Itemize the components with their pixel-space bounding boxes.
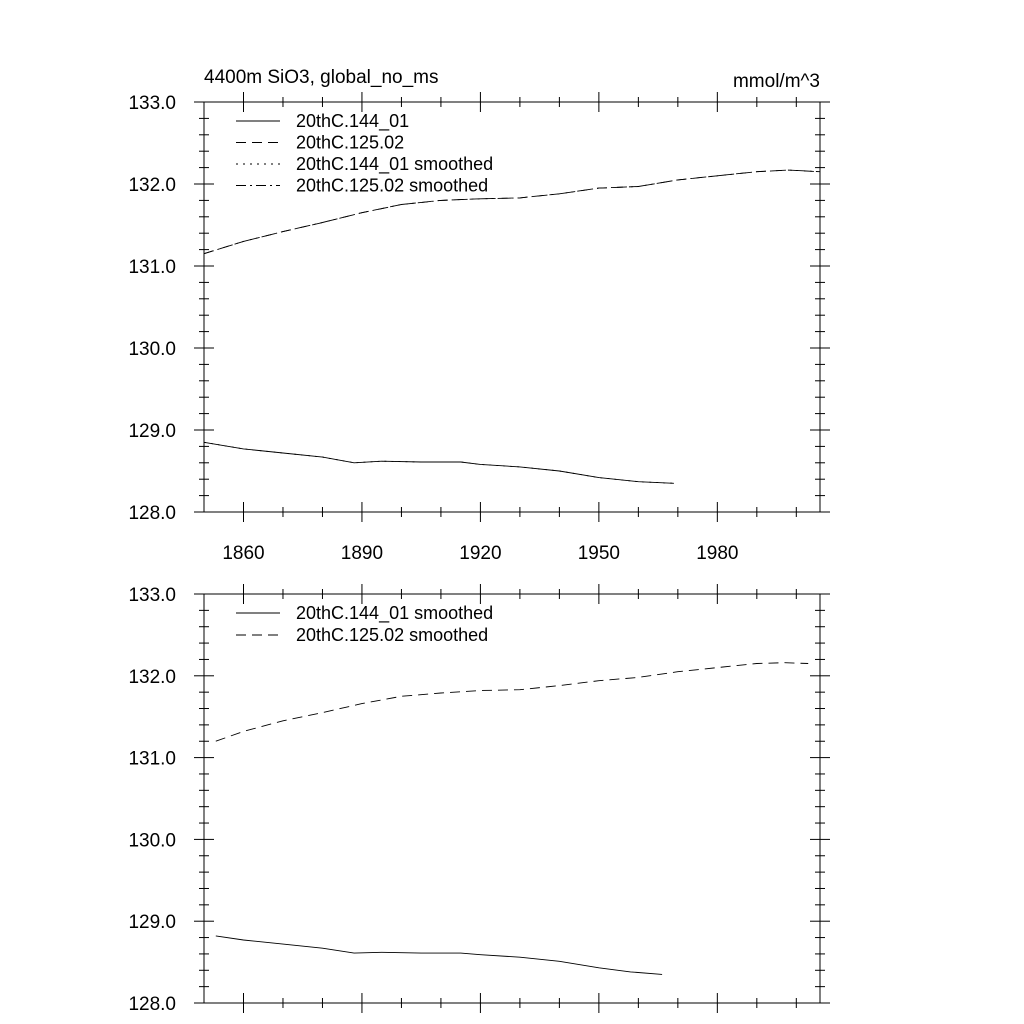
y-tick-label: 129.0 — [128, 421, 176, 442]
chart-title: 4400m SiO3, global_no_ms — [204, 67, 439, 88]
legend-label: 20thC.144_01 — [296, 111, 410, 131]
series-line-1 — [216, 936, 662, 975]
y-tick-label: 132.0 — [128, 175, 176, 196]
legend-label: 20thC.144_01 smoothed — [296, 154, 494, 174]
legend-label: 20thC.125.02 smoothed — [296, 175, 489, 196]
y-tick-label: 128.0 — [128, 994, 176, 1015]
x-tick-label: 1890 — [340, 543, 384, 564]
legend-label: 20thC.125.02 — [296, 132, 405, 153]
x-tick-label: 1860 — [222, 543, 265, 564]
chart-panel-top — [128, 92, 830, 564]
y-tick-label: 129.0 — [128, 912, 176, 934]
y-tick-label: 128.0 — [128, 503, 176, 524]
y-tick-label: 131.0 — [128, 257, 176, 278]
series-line-3 — [204, 442, 674, 483]
y-tick-label: 131.0 — [128, 748, 176, 770]
y-tick-label: 132.0 — [128, 666, 176, 688]
x-tick-label: 1980 — [696, 543, 739, 564]
y-tick-label: 130.0 — [128, 339, 176, 360]
x-tick-label: 1920 — [459, 543, 502, 564]
units-label: mmol/m^3 — [732, 71, 820, 92]
y-tick-label: 133.0 — [128, 93, 176, 114]
series-line-1 — [204, 442, 674, 483]
series-line-2 — [216, 663, 808, 742]
y-tick-label: 133.0 — [128, 585, 176, 606]
plot-frame — [204, 594, 820, 1003]
legend-label: 20thC.144_01 smoothed — [296, 603, 494, 623]
chart-panel-bottom — [128, 584, 830, 1015]
y-tick-label: 130.0 — [128, 830, 176, 852]
x-tick-label: 1950 — [577, 543, 621, 564]
legend-label: 20thC.125.02 smoothed — [296, 625, 489, 645]
